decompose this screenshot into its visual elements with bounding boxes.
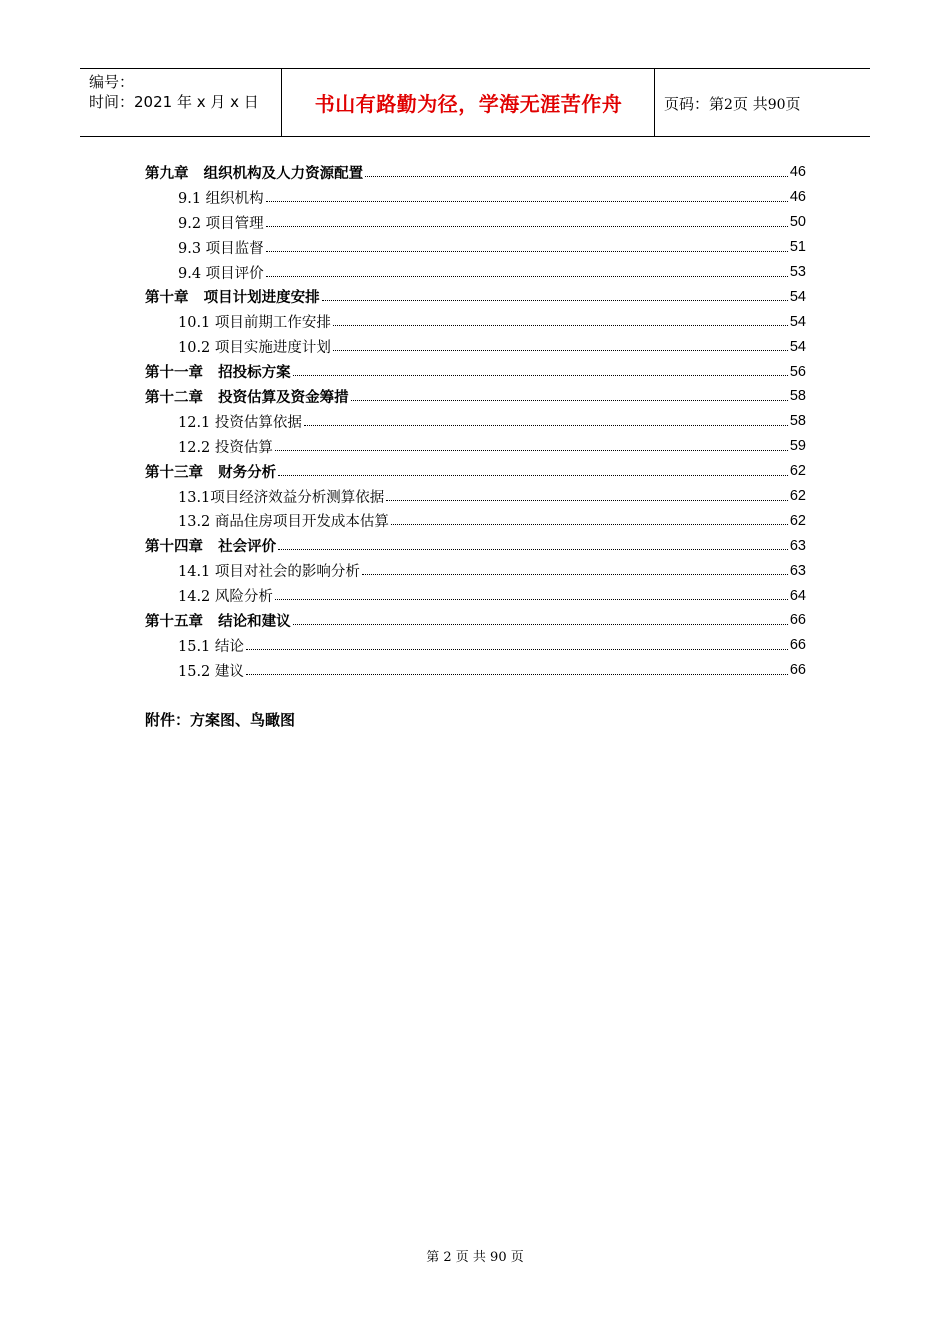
page-total: 90: [767, 97, 786, 113]
toc-dot-leader: [275, 450, 788, 451]
toc-entry-label: 10.2 项目实施进度计划: [178, 340, 331, 357]
toc-entry-label: 第十三章 财务分析: [145, 464, 277, 481]
header-motto: 书山有路勤为径，学海无涯苦作舟: [314, 92, 623, 116]
toc-entry-label: 9.2 项目管理: [178, 215, 264, 232]
toc-entry-label: 13.2 商品住房项目开发成本估算: [178, 514, 389, 531]
toc-chapter-entry[interactable]: [145, 284, 806, 309]
toc-section-entry[interactable]: [145, 484, 806, 509]
toc-entry-page: 56: [789, 363, 806, 380]
toc-dot-leader: [365, 176, 788, 177]
toc-section-entry[interactable]: [145, 185, 806, 210]
toc-dot-leader: [266, 276, 788, 277]
toc-entry-page: 46: [789, 164, 806, 181]
header-page-info: [664, 93, 801, 114]
header-meta: [89, 72, 259, 112]
toc-entry-label: 15.2 建议: [178, 663, 244, 680]
toc-section-entry[interactable]: [145, 658, 806, 683]
toc-entry-label: 第十五章 结论和建议: [145, 613, 291, 630]
toc-dot-leader: [351, 400, 788, 401]
toc-dot-leader: [275, 599, 788, 600]
toc-chapter-entry[interactable]: [145, 384, 806, 409]
toc-section-entry[interactable]: [145, 409, 806, 434]
toc-dot-leader: [246, 649, 788, 650]
toc-dot-leader: [266, 201, 788, 202]
toc-section-entry[interactable]: [145, 633, 806, 658]
toc-dot-leader: [362, 574, 788, 575]
toc-dot-leader: [333, 325, 788, 326]
toc-entry-label: 第九章 组织机构及人力资源配置: [145, 165, 364, 182]
toc-entry-label: 9.1 组织机构: [178, 190, 264, 207]
toc-dot-leader: [386, 500, 788, 501]
toc-entry-label: 第十二章 投资估算及资金筹措: [145, 389, 349, 406]
toc-dot-leader: [293, 624, 788, 625]
page-prefix: 页码：第: [664, 95, 725, 113]
toc-entry-page: 62: [789, 512, 806, 529]
toc-dot-leader: [293, 375, 788, 376]
toc-dot-leader: [266, 226, 788, 227]
table-of-contents: [145, 160, 806, 683]
toc-dot-leader: [278, 475, 788, 476]
toc-chapter-entry[interactable]: [145, 359, 806, 384]
toc-dot-leader: [278, 549, 788, 550]
toc-entry-label: 15.1 结论: [178, 638, 244, 655]
toc-entry-page: 58: [789, 388, 806, 405]
toc-entry-label: 第十章 项目计划进度安排: [145, 290, 320, 307]
toc-entry-label: 14.1 项目对社会的影响分析: [178, 564, 360, 581]
toc-entry-label: 12.2 投资估算: [178, 439, 273, 456]
page-suffix: 页: [785, 95, 801, 113]
toc-chapter-entry[interactable]: [145, 608, 806, 633]
document-time-label: 时间：2021 年 x 月 x 日: [89, 93, 259, 111]
toc-entry-page: 58: [789, 413, 806, 430]
toc-entry-page: 59: [789, 438, 806, 455]
toc-chapter-entry[interactable]: [145, 459, 806, 484]
page-mid: 页 共: [732, 95, 768, 113]
toc-entry-page: 51: [789, 239, 806, 256]
toc-chapter-entry[interactable]: [145, 533, 806, 558]
document-code-label: 编号：: [89, 73, 135, 91]
toc-entry-label: 第十一章 招投标方案: [145, 365, 291, 382]
toc-section-entry[interactable]: [145, 260, 806, 285]
toc-entry-label: 第十四章 社会评价: [145, 539, 277, 556]
toc-dot-leader: [246, 674, 788, 675]
toc-section-entry[interactable]: [145, 583, 806, 608]
toc-entry-label: 14.2 风险分析: [178, 589, 273, 606]
toc-entry-label: 12.1 投资估算依据: [178, 414, 302, 431]
header-top-rule: [80, 68, 870, 69]
page-footer: 第 2 页 共 90 页: [426, 1250, 524, 1265]
header-bottom-rule: [80, 136, 870, 137]
toc-section-entry[interactable]: [145, 508, 806, 533]
page-number: 2: [724, 97, 733, 113]
toc-entry-page: 66: [789, 612, 806, 629]
toc-entry-page: 54: [789, 313, 806, 330]
toc-entry-page: 62: [789, 488, 806, 505]
toc-dot-leader: [333, 350, 788, 351]
appendix-note: 附件：方案图、鸟瞰图: [145, 711, 296, 729]
toc-entry-label: 13.1项目经济效益分析测算依据: [178, 489, 385, 506]
toc-entry-page: 54: [789, 288, 806, 305]
toc-entry-page: 62: [789, 463, 806, 480]
toc-entry-page: 63: [789, 562, 806, 579]
toc-section-entry[interactable]: [145, 434, 806, 459]
toc-entry-label: 9.4 项目评价: [178, 265, 264, 282]
toc-entry-label: 9.3 项目监督: [178, 240, 264, 257]
toc-entry-page: 66: [789, 637, 806, 654]
toc-section-entry[interactable]: [145, 309, 806, 334]
toc-dot-leader: [266, 251, 788, 252]
toc-entry-page: 53: [789, 264, 806, 280]
toc-section-entry[interactable]: [145, 235, 806, 260]
toc-entry-page: 64: [789, 587, 806, 604]
toc-entry-page: 66: [789, 662, 806, 679]
toc-entry-label: 10.1 项目前期工作安排: [178, 315, 331, 332]
toc-dot-leader: [304, 425, 788, 426]
toc-chapter-entry[interactable]: [145, 160, 806, 185]
toc-entry-page: 54: [789, 338, 806, 355]
toc-section-entry[interactable]: [145, 210, 806, 235]
toc-section-entry[interactable]: [145, 334, 806, 359]
toc-dot-leader: [391, 524, 788, 525]
toc-entry-page: 46: [789, 189, 806, 206]
toc-entry-page: 63: [789, 537, 806, 554]
toc-dot-leader: [322, 300, 788, 301]
toc-section-entry[interactable]: [145, 558, 806, 583]
toc-entry-page: 50: [789, 214, 806, 231]
